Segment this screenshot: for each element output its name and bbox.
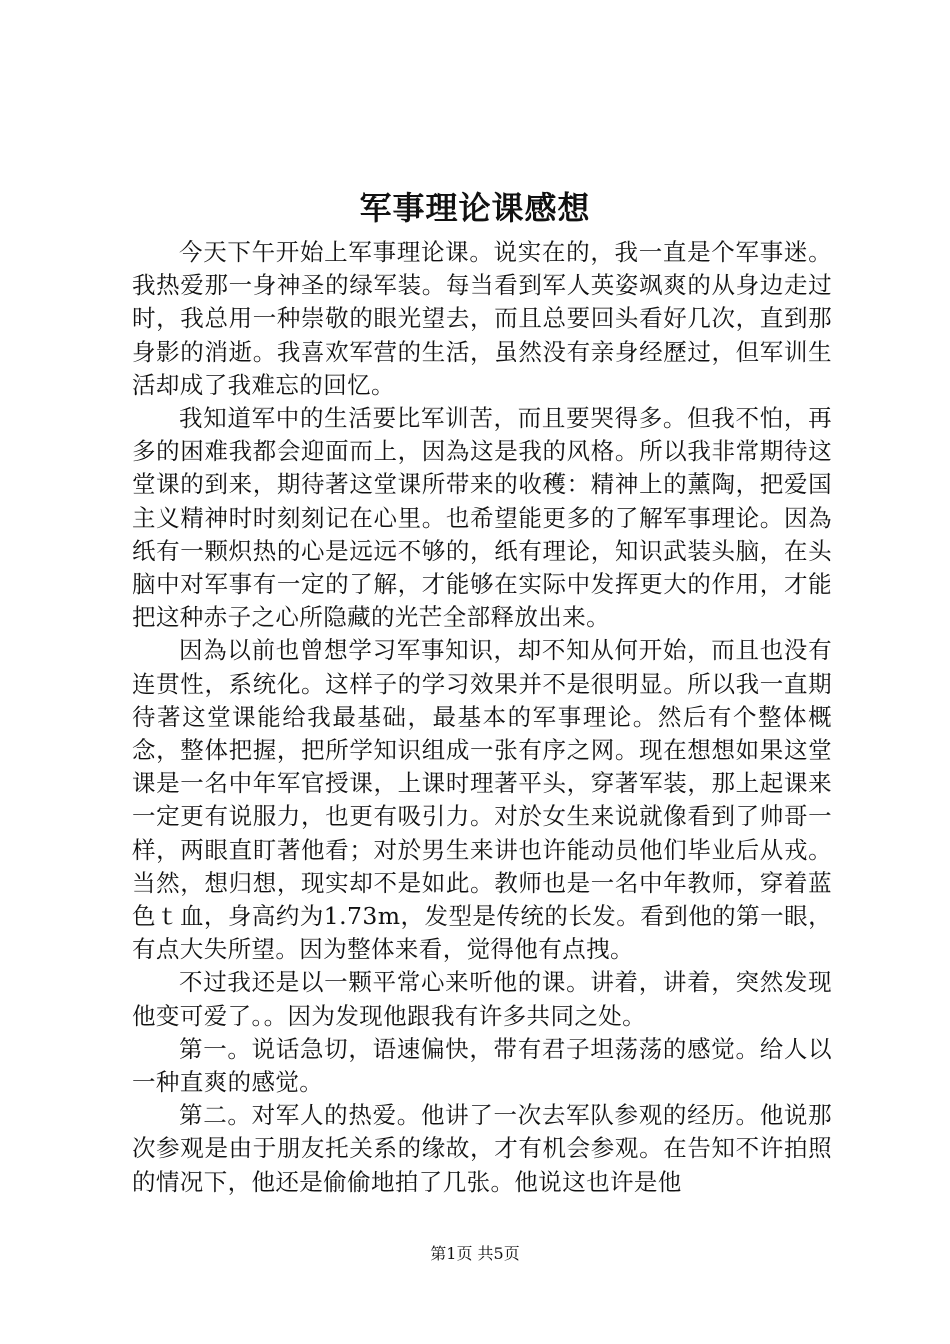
document-body: [132, 236, 832, 1199]
paragraph: 我知道军中的生活要比军训苦，而且要哭得多。但我不怕，再多的困难我都会迎面而上，因為这是我的风格。所以我非常期待这堂课的到来，期待著这堂课所带来的收穫：精神上的薰陶，把爱国主义精神时时刻刻记在心里。也希望能更多的了解军事理论。因為纸有一颗炽热的心是远远不够的，纸有理论，知识武装头脑，在头脑中对军事有一定的了解，才能够在实际中发挥更大的作用，才能把这种赤子之心所隐藏的光芒全部释放出来。: [132, 404, 832, 632]
paragraph: 因為以前也曾想学习军事知识，却不知从何开始，而且也没有连贯性，系统化。这样子的学习效果并不是很明显。所以我一直期待著这堂课能给我最基础，最基本的军事理论。然后有个整体概念，整体把握，把所学知识组成一张有序之网。现在想想如果这堂课是一名中年军官授课，上课时理著平头，穿著军装，那上起课来一定更有说服力，也更有吸引力。对於女生来说就像看到了帅哥一样，两眼直盯著他看；对於男生来讲也许能动员他们毕业后从戎。当然，想归想，现实却不是如此。教师也是一名中年教师，穿着蓝色ｔ血，身高约为1.73m，发型是传统的长发。看到他的第一眼，有点大失所望。因为整体来看，觉得他有点拽。: [132, 636, 832, 964]
paragraph: 不过我还是以一颗平常心来听他的课。讲着，讲着，突然发现他变可爱了。。因为发现他跟我有许多共同之处。: [132, 968, 832, 1030]
paragraph: 今天下午开始上军事理论课。说实在的，我一直是个军事迷。我热爱那一身神圣的绿军装。每当看到军人英姿飒爽的从身边走过时，我总用一种崇敬的眼光望去，而且总要回头看好几次，直到那身影的消逝。我喜欢军营的生活，虽然没有亲身经歷过，但军训生活却成了我难忘的回忆。: [132, 238, 832, 399]
paragraph: 第二。对军人的热爱。他讲了一次去军队参观的经历。他说那次参观是由于朋友托关系的缘故，才有机会参观。在告知不许拍照的情况下，他还是偷偷地拍了几张。他说这也许是他: [132, 1101, 832, 1196]
paragraph: 第一。说话急切，语速偏快，带有君子坦荡荡的感觉。给人以一种直爽的感觉。: [132, 1034, 832, 1097]
document-title: 军事理论课感想: [359, 189, 591, 227]
page-footer: 第1页 共5页: [430, 1244, 520, 1263]
